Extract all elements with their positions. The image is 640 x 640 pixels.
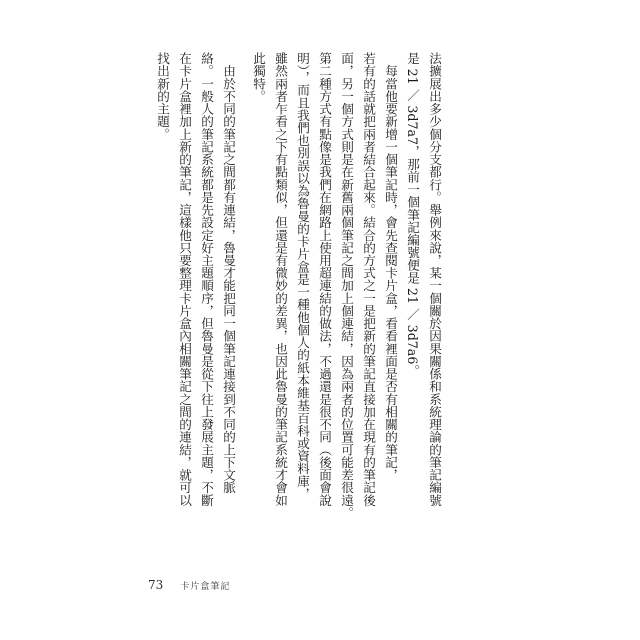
text-column-8: 雖然兩者乍看之下有點類似，但還是有微妙的差異，也因此魯曼的筆記系統才會如 [273, 52, 288, 507]
text-column-10: 由於不同的筆記之間都有連結，魯曼才能把同一個筆記連接到不同的上下文脈 [221, 52, 236, 494]
running-title: 卡片盒筆記 [180, 582, 231, 592]
vertical-text-block [150, 52, 440, 562]
text-column-6: 第二種方式有點像是我們在網路上使用超連結的做法，不過還是很不同（後面會說 [317, 52, 332, 507]
text-column-13: 找出新的主題。 [155, 52, 170, 141]
text-column-11: 絡。一般人的筆記系統都是先設定好主題順序，但魯曼是從下往上發展主題，不斷 [199, 52, 214, 507]
text-column-4: 若有的話就把兩者結合起來。結合的方式之一是把新的筆記直接加在現有的筆記後 [361, 52, 376, 507]
text-column-2: 是 21 ／ 3d7a7，那前一個筆記編號便是 21 ／ 3d7a6。 [405, 52, 420, 377]
text-column-5: 面，另一個方式則是在新舊兩個筆記之間加上個連結，因為兩者的位置可能差很遠。 [339, 52, 354, 519]
text-column-12: 在卡片盒裡加上新的筆記，這樣他只要整理卡片盒內相關筆記之間的連結，就可以 [177, 52, 192, 507]
text-column-3: 每當他要新增一個筆記時，會先查閱卡片盒，看看裡面是否有相關的筆記， [383, 52, 398, 482]
text-column-9: 此獨特。 [251, 52, 266, 103]
page-number: 73 [148, 578, 164, 592]
text-column-1: 法擴展出多少個分支都行。舉例來說，某一個關於因果關係和系統理論的筆記編號 [427, 52, 442, 507]
page-footer [148, 574, 230, 593]
text-column-7: 明），而且我們也別誤以為魯曼的卡片盒是一種他個人的紙本維基百科或資料庫， [295, 52, 310, 501]
